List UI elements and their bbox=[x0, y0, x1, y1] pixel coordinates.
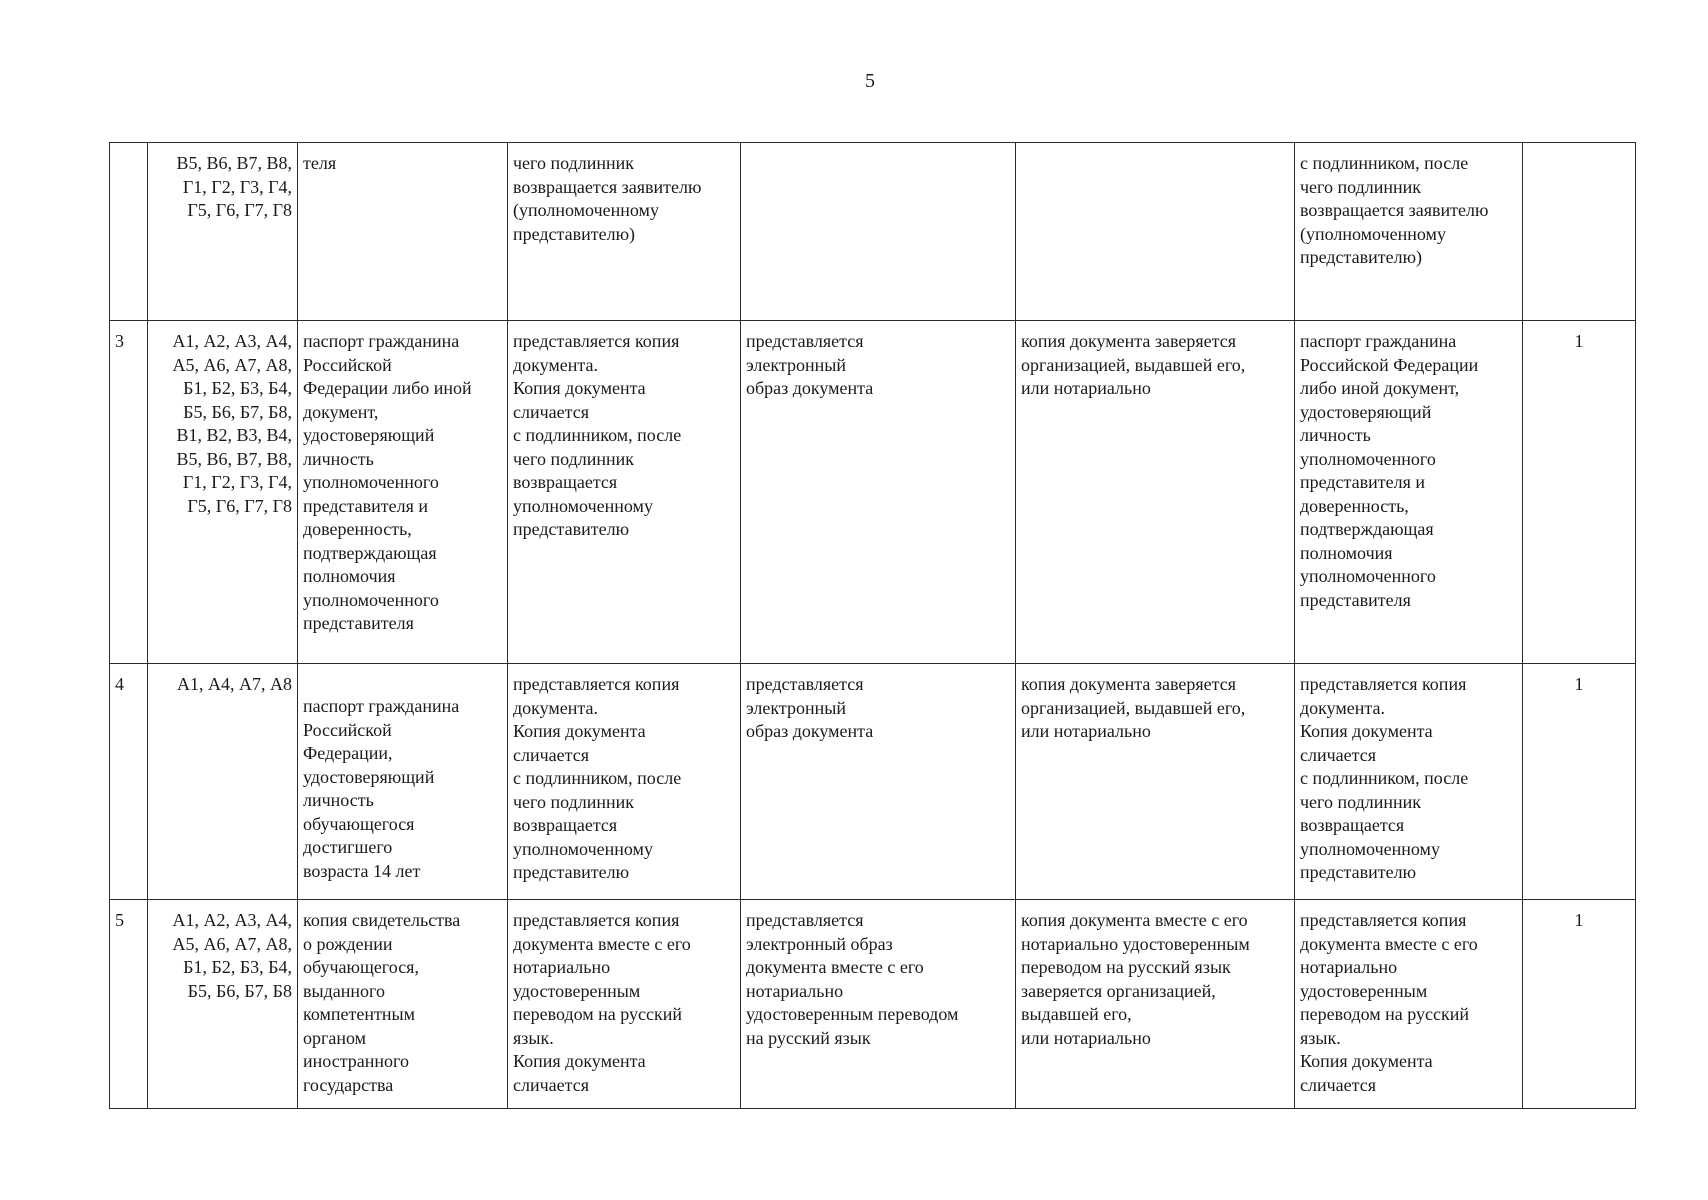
row-number-cell: 3 bbox=[110, 321, 148, 664]
document-name-cell: теля bbox=[298, 143, 508, 321]
quantity-cell bbox=[1523, 143, 1636, 321]
categories-cell: А1, А2, А3, А4, А5, А6, А7, А8, Б1, Б2, Б3, Б4, Б5, Б6, Б7, Б8 bbox=[148, 900, 298, 1109]
document-name-cell: копия свидетельства о рождении обучающегося, выданного компетентным органом иностранного государства bbox=[298, 900, 508, 1109]
document-name-cell: паспорт гражданина Российской Федерации либо иной документ, удостоверяющий личность уполномоченного представителя и доверенность, подтверждающая полномочия уполномоченного представителя bbox=[298, 321, 508, 664]
certification-cell: копия документа заверяется организацией, выдавшей его, или нотариально bbox=[1016, 664, 1295, 900]
row-number-cell bbox=[110, 143, 148, 321]
personal-submission-cell: представляется копия документа вместе с его нотариально удостоверенным переводом на русский язык. Копия документа сличается bbox=[1295, 900, 1523, 1109]
paper-form-cell: представляется копия документа. Копия документа сличается с подлинником, после чего подлинник возвращается уполномоченному представителю bbox=[508, 321, 741, 664]
row-number-cell: 4 bbox=[110, 664, 148, 900]
paper-form-cell: представляется копия документа. Копия документа сличается с подлинником, после чего подлинник возвращается уполномоченному представителю bbox=[508, 664, 741, 900]
table-row bbox=[110, 900, 1636, 1109]
personal-submission-cell: с подлинником, после чего подлинник возвращается заявителю (уполномоченному представителю) bbox=[1295, 143, 1523, 321]
electronic-form-cell: представляется электронный образ документа вместе с его нотариально удостоверенным переводом на русский язык bbox=[741, 900, 1016, 1109]
certification-cell bbox=[1016, 143, 1295, 321]
categories-cell: А1, А4, А7, А8 bbox=[148, 664, 298, 900]
table-row bbox=[110, 664, 1636, 900]
electronic-form-cell: представляется электронный образ документа bbox=[741, 321, 1016, 664]
paper-form-cell: чего подлинник возвращается заявителю (уполномоченному представителю) bbox=[508, 143, 741, 321]
electronic-form-cell bbox=[741, 143, 1016, 321]
quantity-cell: 1 bbox=[1523, 664, 1636, 900]
certification-cell: копия документа заверяется организацией, выдавшей его, или нотариально bbox=[1016, 321, 1295, 664]
table-row bbox=[110, 321, 1636, 664]
quantity-cell: 1 bbox=[1523, 900, 1636, 1109]
table-row bbox=[110, 143, 1636, 321]
quantity-cell: 1 bbox=[1523, 321, 1636, 664]
paper-form-cell: представляется копия документа вместе с его нотариально удостоверенным переводом на русский язык. Копия документа сличается bbox=[508, 900, 741, 1109]
document-name-cell: паспорт гражданина Российской Федерации, удостоверяющий личность обучающегося достигшего возраста 14 лет bbox=[298, 664, 508, 900]
documents-table bbox=[109, 142, 1636, 1109]
page-number: 5 bbox=[865, 70, 875, 92]
electronic-form-cell: представляется электронный образ документа bbox=[741, 664, 1016, 900]
categories-cell: В5, В6, В7, В8, Г1, Г2, Г3, Г4, Г5, Г6, Г7, Г8 bbox=[148, 143, 298, 321]
personal-submission-cell: представляется копия документа. Копия документа сличается с подлинником, после чего подлинник возвращается уполномоченному представителю bbox=[1295, 664, 1523, 900]
categories-cell: А1, А2, А3, А4, А5, А6, А7, А8, Б1, Б2, Б3, Б4, Б5, Б6, Б7, Б8, В1, В2, В3, В4, В5, В6, В7, В8, Г1, Г2, Г3, Г4, Г5, Г6, Г7, Г8 bbox=[148, 321, 298, 664]
row-number-cell: 5 bbox=[110, 900, 148, 1109]
personal-submission-cell: паспорт гражданина Российской Федерации либо иной документ, удостоверяющий личность уполномоченного представителя и доверенность, подтверждающая полномочия уполномоченного представителя bbox=[1295, 321, 1523, 664]
certification-cell: копия документа вместе с его нотариально удостоверенным переводом на русский язык заверяется организацией, выдавшей его, или нотариально bbox=[1016, 900, 1295, 1109]
